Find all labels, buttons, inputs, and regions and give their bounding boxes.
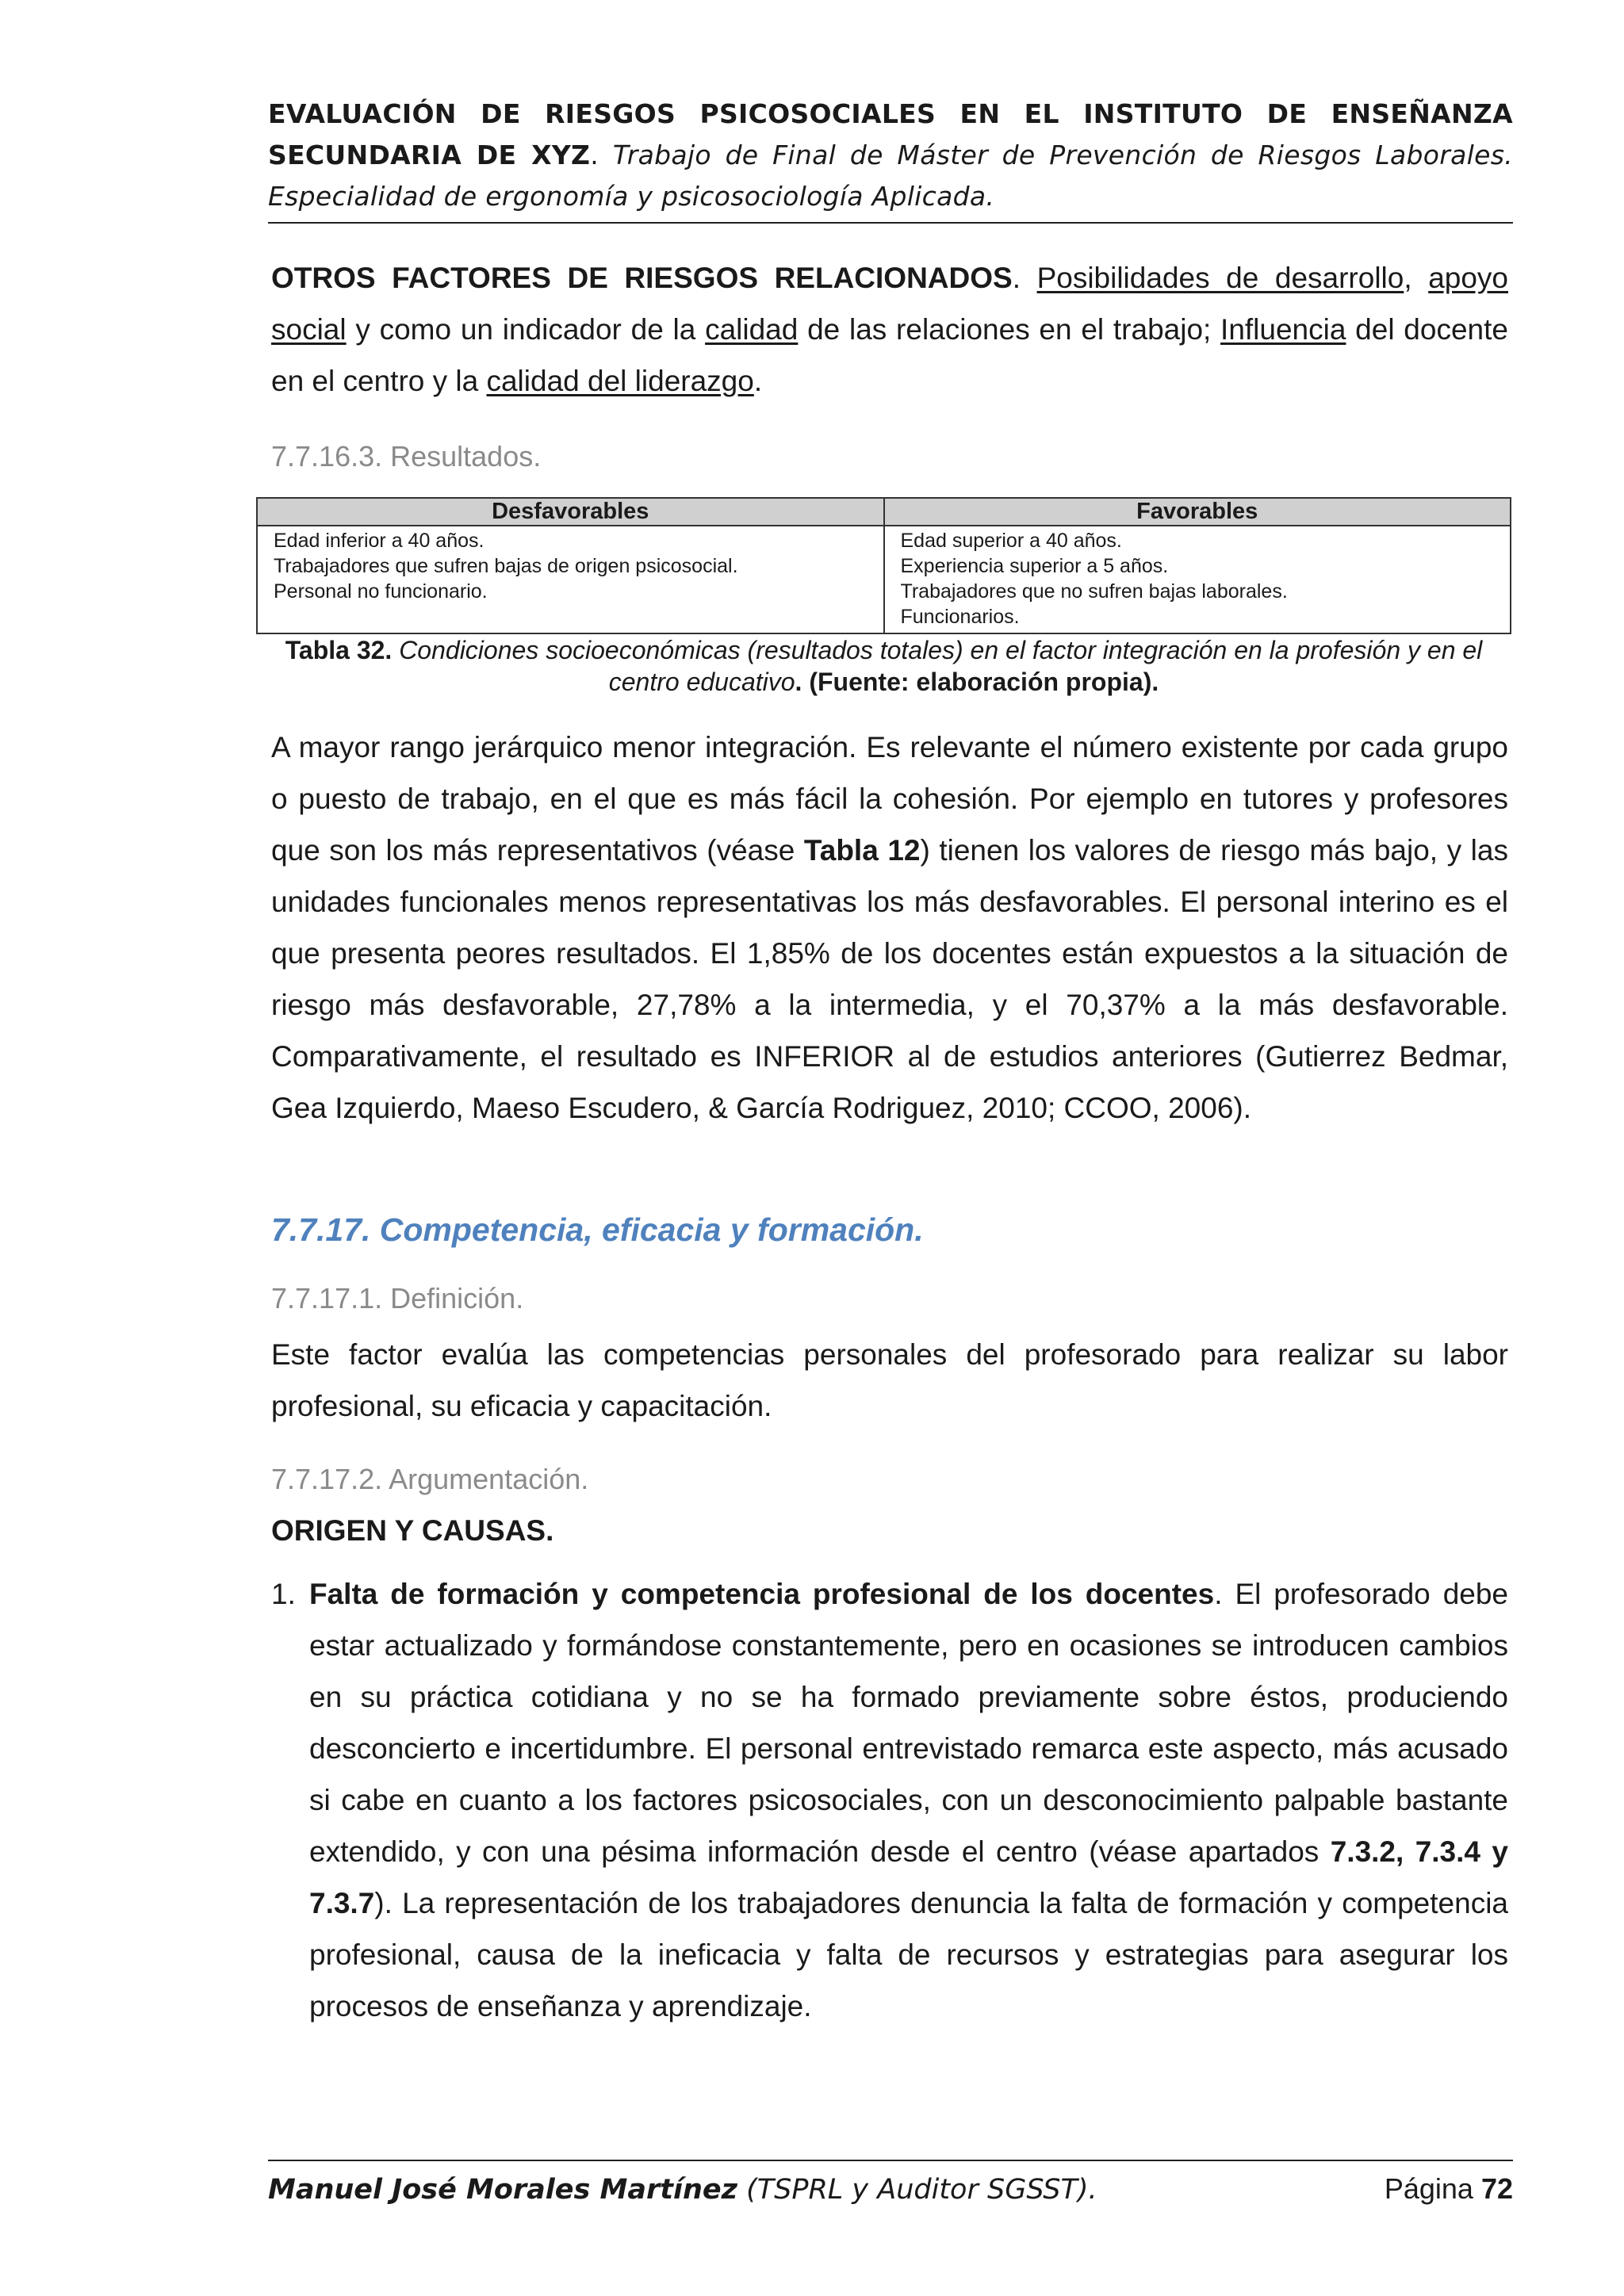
- footer-author: [268, 2174, 1097, 2206]
- definicion-paragraph: Este factor evalúa las competencias personales del profesorado para realizar su labor profesional, su eficacia y capacitación.: [271, 1338, 1508, 1422]
- page-num: 72: [1480, 2172, 1513, 2205]
- author-credentials: (TSPRL y Auditor SGSST).: [737, 2174, 1097, 2206]
- list-line: Personal no funcionario.: [274, 580, 488, 603]
- favorables-cell: [884, 526, 1511, 633]
- underlined-term: calidad: [705, 313, 799, 346]
- text-run: ,: [1404, 262, 1429, 294]
- table-caption: [256, 634, 1511, 698]
- list-line: Trabajadores que no sufren bajas laborales.: [900, 580, 1288, 603]
- results-table: [256, 497, 1511, 634]
- page-number: [1385, 2172, 1513, 2206]
- table-header-row: [257, 498, 1511, 526]
- col-header-desfavorables: Desfavorables: [257, 498, 884, 526]
- col-header-favorables: Favorables: [884, 498, 1511, 526]
- subheading-definicion: 7.7.17.1. Definición.: [271, 1282, 524, 1314]
- list-line: Funcionarios.: [900, 606, 1020, 628]
- caption-text: Condiciones socioeconómicas (resultados totales) en el factor integración en la profesión y en el centro educativo: [392, 636, 1483, 696]
- table-reference: Tabla 12: [803, 834, 921, 867]
- text-run: . El profesorado debe estar actualizado y formándose constantemente, pero en ocasiones se introducen cambios en su práctica cotidiana y no se ha formado previamente sobre éstos, produciendo desconcierto e incertidumbre. El personal entrevistado remarca este aspecto, más acusado si cabe en cuanto a los factores psicosociales, con un desconocimiento palpable bastante extendido, y con una pésima información desde el centro (véase apartados: [309, 1578, 1509, 1868]
- table-row: [257, 526, 1511, 633]
- text-run: ). La representación de los trabajadores denuncia la falta de formación y competencia profesional, causa de la ineficacia y falta de recursos y estrategias para asegurar los procesos de enseñanza y aprendizaje.: [309, 1887, 1508, 2022]
- list-item-text: [309, 1568, 1508, 2032]
- header-title-italic: Trabajo de Final de Máster de Prevención de Riesgos Laborales. Especialidad de ergonomía y psicosociología Aplicada.: [268, 140, 1513, 212]
- subheading-resultados: 7.7.16.3. Resultados.: [271, 440, 542, 473]
- desfavorables-cell: [257, 526, 884, 633]
- underlined-term: Influencia: [1220, 313, 1346, 346]
- underlined-term: Posibilidades de desarrollo: [1036, 262, 1404, 294]
- underlined-term: apoyo social: [271, 262, 1508, 346]
- caption-source: . (Fuente: elaboración propia).: [795, 668, 1159, 696]
- text-run: y como un indicador de la: [346, 313, 706, 346]
- list-number: 1.: [271, 1578, 296, 1610]
- author-name: Manuel José Morales Martínez: [268, 2174, 737, 2206]
- running-header: [268, 94, 1513, 224]
- header-title-bold: EVALUACIÓN DE RIESGOS PSICOSOCIALES EN EL INSTITUTO DE ENSEÑANZA SECUNDARIA DE XYZ: [268, 98, 1513, 170]
- section-references: 7.3.2, 7.3.4 y 7.3.7: [309, 1835, 1508, 1919]
- text-run: .: [753, 365, 763, 397]
- list-line: Edad inferior a 40 años.: [274, 530, 485, 552]
- subheading-argumentacion: 7.7.17.2. Argumentación.: [271, 1463, 589, 1495]
- section-heading-competencia: 7.7.17. Competencia, eficacia y formación.: [271, 1211, 924, 1248]
- list-item-bold: Falta de formación y competencia profesional de los docentes: [309, 1578, 1215, 1610]
- otros-lead: OTROS FACTORES DE RIESGOS RELACIONADOS: [271, 262, 1013, 294]
- page-footer: [268, 2160, 1513, 2206]
- caption-label: Tabla 32.: [285, 636, 393, 664]
- underlined-term: calidad del liderazgo: [486, 365, 754, 397]
- text-run: .: [1012, 262, 1037, 294]
- text-run: de las relaciones en el trabajo;: [798, 313, 1221, 346]
- origen-causas-heading: ORIGEN Y CAUSAS.: [271, 1514, 554, 1547]
- list-line: Experiencia superior a 5 años.: [900, 555, 1169, 577]
- list-item: [271, 1568, 1508, 2032]
- mayor-rango-paragraph: [271, 721, 1508, 1134]
- otros-factores-paragraph: [271, 252, 1508, 407]
- header-sep: .: [590, 140, 613, 170]
- page-label: Página: [1384, 2172, 1481, 2205]
- list-line: Trabajadores que sufren bajas de origen psicosocial.: [274, 555, 738, 577]
- list-line: Edad superior a 40 años.: [900, 530, 1122, 552]
- text-run: A mayor rango jerárquico menor integración. Es relevante el número existente por cada grupo o puesto de trabajo, en el que es más fácil la cohesión. Por ejemplo en tutores y profesores que son los más representativos (véase: [271, 731, 1508, 867]
- text-run: del docente en el centro y la: [271, 313, 1508, 397]
- text-run: ) tienen los valores de riesgo más bajo, y las unidades funcionales menos representativas los más desfavorables. El personal interino es el que presenta peores resultados. El 1,85% de los docentes están expuestos a la situación de riesgo más desfavorable, 27,78% a la intermedia, y el 70,37% a la más desfavorable. Comparativamente, el resultado es INFERIOR al de estudios anteriores (Gutierrez Bedmar, Gea Izquierdo, Maeso Escudero, & García Rodriguez, 2010; CCOO, 2006).: [271, 834, 1508, 1124]
